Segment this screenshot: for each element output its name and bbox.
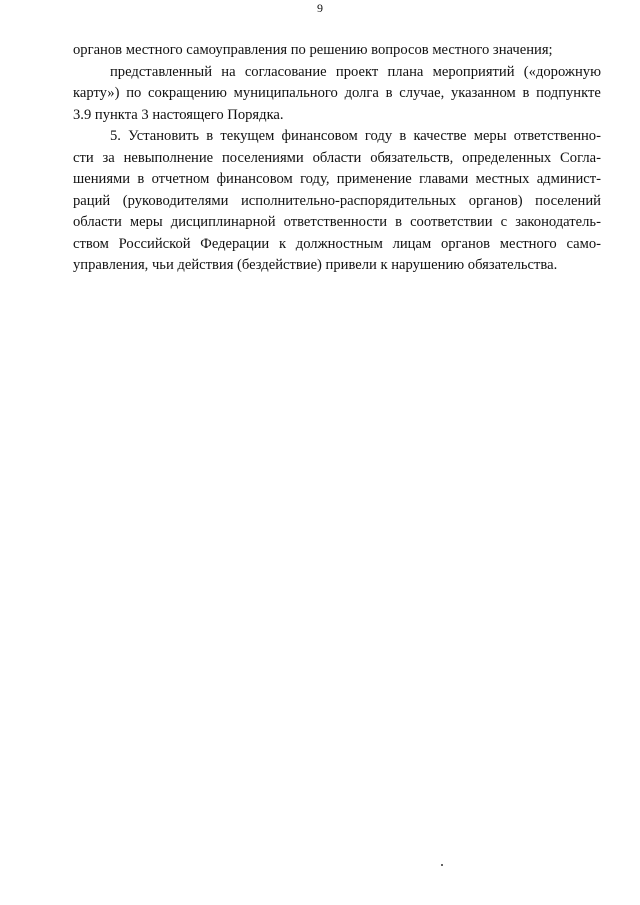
word: Российской — [118, 235, 191, 252]
word: Согла- — [560, 149, 601, 166]
word: меры — [129, 214, 163, 230]
word: местного — [499, 235, 557, 252]
document-body — [73, 40, 601, 277]
word: применение — [336, 171, 412, 187]
word: поселений — [535, 192, 601, 209]
paragraph-3-line-4 — [73, 191, 601, 213]
word: должностным — [295, 235, 383, 252]
word: указанном — [450, 85, 516, 101]
word: законодатель- — [515, 214, 601, 230]
word: в — [522, 85, 530, 101]
word: в — [395, 214, 402, 230]
scan-speck — [441, 864, 443, 866]
word: органов) — [468, 192, 523, 209]
word: плана — [387, 63, 424, 80]
word: в — [399, 128, 407, 144]
paragraph-2-line-3: 3.9 пункта 3 настоящего Порядка. — [73, 106, 284, 123]
word: 5. — [110, 128, 121, 144]
word: само- — [566, 235, 601, 252]
word: году — [364, 128, 393, 144]
paragraph-3-line-5 — [73, 212, 601, 234]
word: отчетном — [151, 171, 210, 187]
word: в — [137, 171, 145, 187]
word: (руководителями — [122, 192, 229, 209]
paragraph-2-line-2 — [73, 83, 601, 105]
word: («дорожную — [523, 63, 601, 80]
word: году, — [300, 171, 330, 187]
word: сокращению — [148, 85, 227, 101]
word: админист- — [536, 171, 601, 187]
word: Установить — [128, 128, 200, 144]
word: случае, — [399, 85, 445, 101]
word: ством — [73, 235, 109, 252]
word: проект — [335, 63, 379, 80]
word: ответственности — [283, 214, 388, 230]
word: невыполнение — [123, 149, 214, 166]
word: муниципального — [233, 85, 338, 101]
word: текущем — [220, 128, 275, 144]
word: в — [385, 85, 393, 101]
paragraph-3-line-7: управления, чьи действия (бездействие) привели к нарушению обязательства. — [73, 257, 558, 273]
word: дисциплинарной — [170, 214, 276, 230]
word: по — [126, 85, 142, 101]
paragraph-1-line-1: органов местного самоуправления по решению вопросов местного значения; — [73, 42, 553, 58]
word: органов — [440, 235, 491, 252]
word: финансовом — [216, 171, 293, 187]
paragraph-3-line-3 — [73, 169, 601, 191]
word: главами — [419, 171, 469, 187]
paragraph-3-line-2 — [73, 148, 601, 170]
word: представленный — [110, 63, 213, 80]
word: местных — [475, 171, 530, 187]
word: к — [278, 235, 287, 252]
word: лицам — [392, 235, 432, 252]
paragraph-3-line-6 — [73, 234, 601, 256]
word: исполнительно-распорядительных — [241, 192, 457, 209]
word: карту») — [73, 85, 120, 101]
word: области — [312, 149, 362, 166]
word: за — [102, 149, 115, 166]
paragraph-2-line-1 — [73, 62, 601, 84]
word: соответствии — [410, 214, 493, 230]
word: ответственно- — [513, 128, 601, 144]
word: Федерации — [200, 235, 270, 252]
page-number: 9 — [317, 1, 323, 15]
word: определенных — [462, 149, 552, 166]
word: области — [73, 214, 122, 230]
word: в — [206, 128, 214, 144]
word: раций — [73, 192, 111, 209]
word: шениями — [73, 171, 131, 187]
word: согласование — [244, 63, 327, 80]
word: качестве — [413, 128, 467, 144]
word: поселениями — [221, 149, 304, 166]
word: подпункте — [536, 85, 601, 101]
word: на — [221, 63, 236, 80]
word: долга — [344, 85, 379, 101]
word: обязательств, — [370, 149, 454, 166]
word: финансовом — [281, 128, 358, 144]
word: мероприятий — [432, 63, 515, 80]
word: сти — [73, 149, 94, 166]
word: меры — [473, 128, 507, 144]
word: с — [500, 214, 508, 230]
paragraph-3-line-1 — [73, 126, 601, 148]
